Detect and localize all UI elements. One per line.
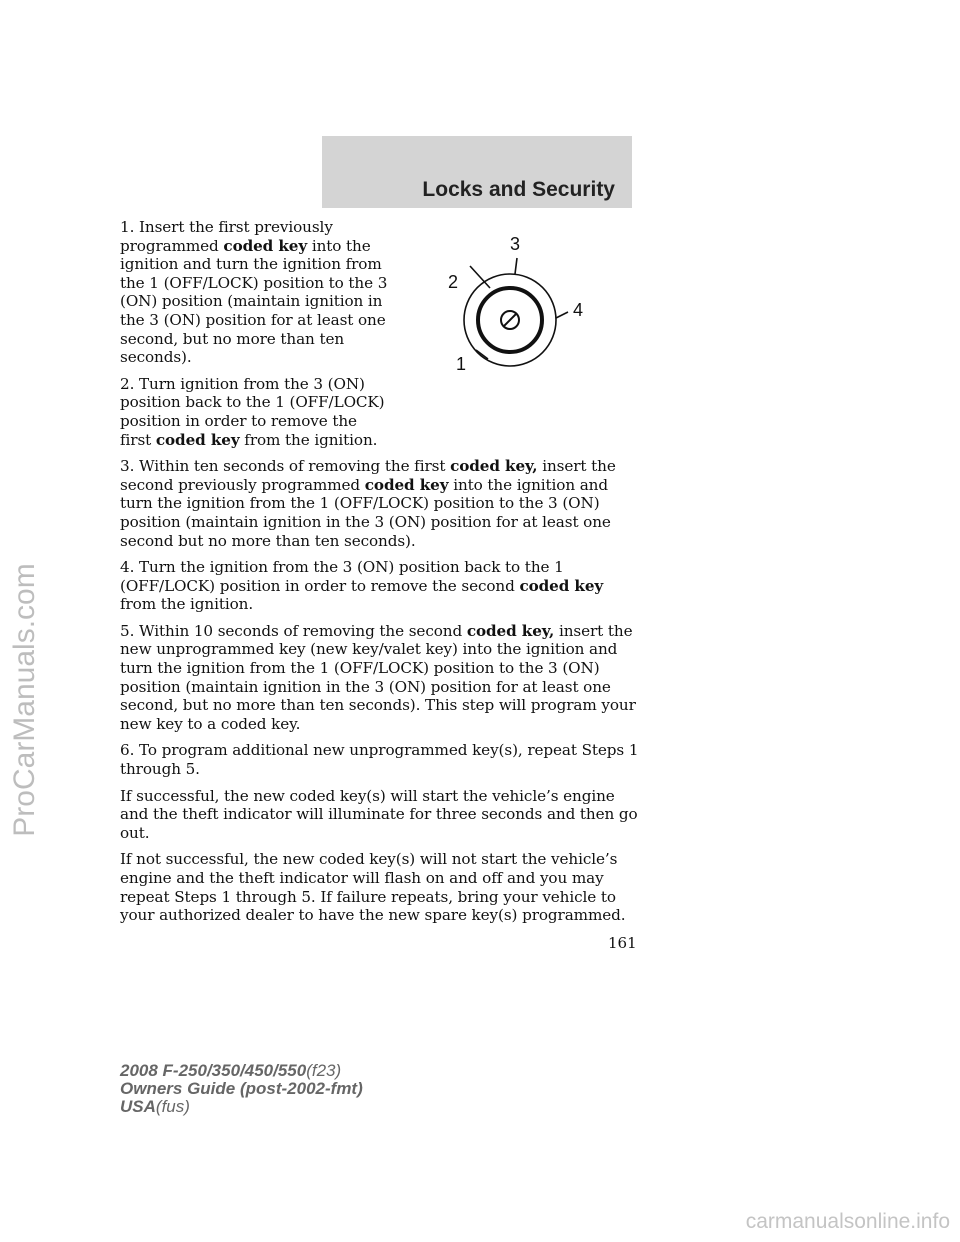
footer-region: USA: [120, 1097, 156, 1116]
section-title: Locks and Security: [422, 178, 615, 201]
success-paragraph: If successful, the new coded key(s) will start the vehicle’s engine and the theft indicator will illuminate for three seconds and then go out.: [120, 786, 638, 842]
failure-paragraph: If not successful, the new coded key(s) will not start the vehicle’s engine and the theft indicator will flash on and off and you may repeat Steps 1 through 5. If failure repeats, bring your vehicle to your authorized dealer to have the new spare key(s) programmed.: [120, 850, 626, 925]
footer-region-code: (fus): [155, 1097, 190, 1116]
step-5-text-rest: insert the new unprogrammed key (new key/valet key) into the ignition and turn the ignition from the 1 (OFF/LOCK) position to the 3 (ON) position (maintain ignition in the 3 (ON) position for at least one second, but no more than ten seconds). This step will program your new key to a coded key.: [120, 621, 636, 733]
document-footer: [120, 1062, 363, 1116]
step-3-paragraph: [120, 457, 640, 550]
step-3-text: 3. Within ten seconds of removing the first: [120, 457, 446, 476]
step-1-text-rest: into the ignition and turn the ignition from the 1 (OFF/LOCK) position to the 3 (ON) position (maintain ignition in the 3 (ON) position for at least one second, but no more than ten seconds).: [120, 236, 388, 367]
diagram-label-1: 1: [456, 354, 467, 374]
side-watermark: [2, 563, 48, 837]
bold-term: coded key: [364, 475, 449, 494]
step-1-text: 1. Insert the first previously programmed: [120, 218, 333, 255]
bold-term: coded key: [519, 576, 604, 595]
footer-model-code: (f23): [306, 1061, 342, 1080]
section-header-band: [322, 136, 632, 208]
footer-guide: Owners Guide (post-2002-fmt): [120, 1079, 363, 1098]
step-4-paragraph: [120, 558, 640, 614]
diagram-label-4: 4: [573, 300, 584, 320]
step-5-paragraph: [120, 622, 640, 734]
step-3-text-rest: into the ignition and turn the ignition from the 1 (OFF/LOCK) position to the 3 (ON) position (maintain ignition in the 3 (ON) position for at least one second but no more than ten seconds).: [120, 475, 611, 550]
diagram-label-2: 2: [448, 272, 459, 292]
diagram-label-3: 3: [510, 234, 521, 254]
step-3-text-mid: insert the second previously programmed: [120, 457, 616, 494]
footer-model: 2008 F-250/350/450/550: [120, 1061, 307, 1080]
step-2-text: 2. Turn ignition from the 3 (ON) position back to the 1 (OFF/LOCK) position in order to remove the first: [120, 374, 385, 449]
watermark-text: ProCarManuals.com: [8, 563, 41, 837]
bold-term: coded key,: [450, 457, 538, 476]
bold-term: coded key,: [466, 621, 555, 640]
step-4-text: 4. Turn the ignition from the 3 (ON) position back to the 1 (OFF/LOCK) position in order to remove the second: [120, 558, 564, 595]
step-1-paragraph: [120, 218, 390, 367]
site-footer[interactable]: carmanualsonline.info: [745, 1210, 950, 1233]
instructions-body: [120, 218, 640, 933]
step-2-paragraph: [120, 375, 390, 449]
step-6-paragraph: 6. To program additional new unprogrammed key(s), repeat Steps 1 through 5.: [120, 741, 639, 779]
step-5-text: 5. Within 10 seconds of removing the second: [120, 621, 463, 640]
step-2-text-rest: from the ignition.: [244, 430, 378, 449]
page-number: 161: [608, 934, 637, 952]
bold-term: coded key: [155, 430, 240, 449]
bold-term: coded key: [223, 236, 308, 255]
step-4-text-rest: from the ignition.: [120, 595, 254, 614]
